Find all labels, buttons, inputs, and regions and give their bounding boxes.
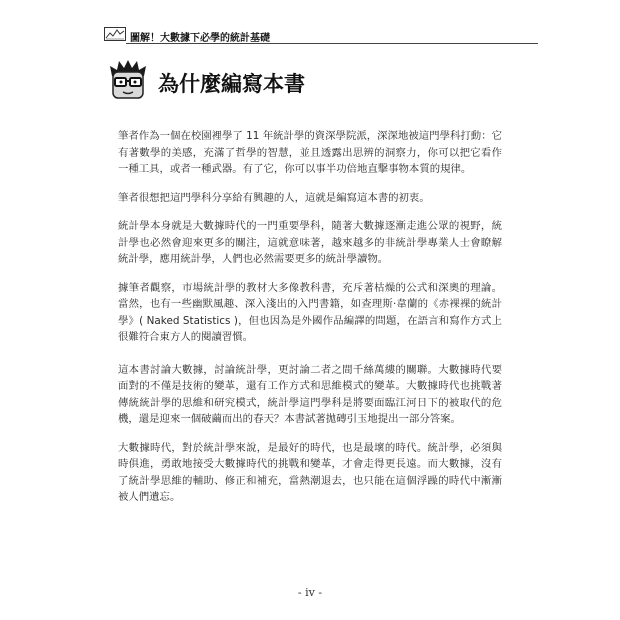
chapter-title: 為什麼編寫本書 bbox=[158, 72, 305, 96]
paragraph-4: 據筆者觀察，市場統計學的教材大多像教科書，充斥著枯燥的公式和深奧的理論。當然，也有一些幽默風趣、深入淺出的入門書籍，如查理斯·韋蘭的《赤裸裸的統計學》( Naked Statistics )，但也因為是外國作品編譯的問題，在語言和寫作方式上很難符合東方人的閱讀習慣。 bbox=[118, 281, 502, 343]
paragraph-1: 筆者作為一個在校園裡學了 11 年統計學的資深學院派，深深地被這門學科打動：它有著數學的美感，充滿了哲學的智慧，並且透露出思辨的洞察力，你可以把它看作一種工具，或者一種武器。有了它，你可以事半功倍地直擊事物本質的規律。 bbox=[118, 130, 502, 175]
paragraph-2: 筆者很想把這門學科分享給有興趣的人，這就是編寫這本書的初衷。 bbox=[118, 191, 430, 204]
paragraph-6: 大數據時代，對於統計學來說，是最好的時代，也是最壞的時代。統計學，必須與時俱進，勇敢地接受大數據時代的挑戰和變革，才會走得更長遠。而大數據，沒有了統計學思維的輔助、修正和補充，當熱潮退去，也只能在這個浮躁的時代中漸漸被人們遺忘。 bbox=[118, 441, 502, 503]
paragraph-3: 統計學本身就是大數據時代的一門重要學科，隨著大數據逐漸走進公眾的視野，統計學也必然會迎來更多的關注，這就意味著，越來越多的非統計學專業人士會瞭解統計學，應用統計學，人們也必然需要更多的統計學讀物。 bbox=[118, 220, 502, 265]
body-text bbox=[118, 128, 502, 518]
header-rule bbox=[126, 43, 538, 44]
glasses-mascot-icon bbox=[106, 58, 150, 102]
paragraph-5: 這本書討論大數據，討論統計學，更討論二者之間千絲萬縷的關聯。大數據時代要面對的不僅是技術的變革，還有工作方式和思維模式的變革。大數據時代也挑戰著傳統統計學的思維和研究模式，統計學這門學科是將要面臨江河日下的被取代的危機，還是迎來一個破繭而出的春天？本書試著拋磚引玉地提出一部分答案。 bbox=[118, 363, 502, 425]
chart-logo-icon bbox=[104, 27, 126, 41]
running-header bbox=[92, 25, 538, 45]
page-number: - iv - bbox=[297, 586, 323, 599]
header-book-title: 圖解！大數據下必學的統計基礎 bbox=[130, 33, 270, 44]
